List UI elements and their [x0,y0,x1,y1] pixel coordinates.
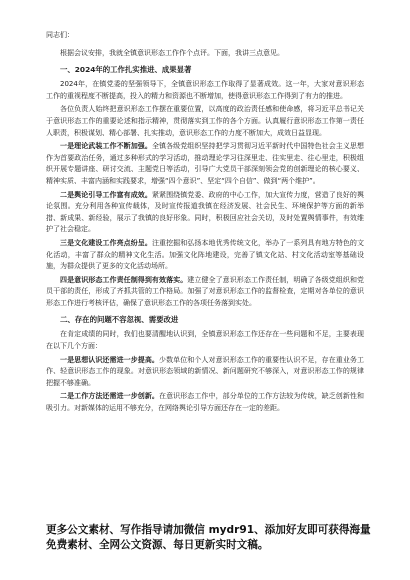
promo-footer: 更多公文素材、写作指导请加微信 mydr91、添加好友即可获得海量免费素材、全网公文资源、每日更新实时文稿。 [46,524,371,551]
section1-heading: 一、2024年的工作扎实推进、成果显著 [60,65,192,75]
section1-item-3 [46,238,364,273]
section2-heading: 二、存在的问题不容忽视、需要改进 [60,315,179,325]
section2-item-2-lead: 二是工作方法还需进一步创新。 [60,392,159,401]
section1-item-4-text: 建立健全了意识形态工作责任制，明确了各级党组织和党员干部的责任，形成了齐抓共管的工作格局。加强了对意识形态工作的监督检查，定期对各单位的意识形态工作进行考核评估，确保了意识形态工作的各项任务落到实处。 [46,275,365,307]
salutation: 同志们： [46,31,74,39]
section1-item-1-text: 全镇各级党组织坚持把学习贯彻习近平新时代中国特色社会主义思想作为首要政治任务，通过多种形式的学习活动，推动理论学习往深里走、往实里走、往心里走，积极组织开展专题讲座、研讨交流、主题党日等活动，引导广大党员干部深刻领会党的创新理论的核心要义、精神实质、丰富内涵和实践要求，增强“四个意识”、坚定“四个自信”、做到“两个维护”。 [46,142,365,185]
section1-item-1 [46,141,364,187]
section2-item-1 [46,355,364,390]
section1-item-4 [46,275,364,310]
section1-item-3-lead: 三是文化建设工作亮点纷呈。 [60,238,152,247]
section2-item-2-text: 在意识形态工作中，部分单位的工作方法较为传统，缺乏创新性和吸引力。对新媒体的运用不够充分，在网络舆论引导方面还存在一定的差距。 [46,392,364,413]
section2-item-2 [46,391,364,414]
section2-item-1-lead: 一是思想认识还需进一步提高。 [60,355,159,364]
section1-item-2-lead: 二是舆论引导工作富有成效。 [60,190,152,199]
section2-item-1-text: 少数单位和个人对意识形态工作的重要性认识不足，存在重业务工作、轻意识形态工作的现象。对意识形态领域的新情况、新问题研究不够深入，对意识形态工作的规律把握不够准确。 [46,355,364,387]
intro-paragraph: 根据会议安排，我就全镇意识形态工作作个点评。下面，我讲三点意见。 [60,48,284,57]
section1-item-2-text: 紧紧围绕镇党委、政府的中心工作，加大宣传力度，营造了良好的舆论氛围。充分利用各种宣传载体，及时宣传报道我镇在经济发展、社会民生、环境保护等方面的新举措、新成果、新经验，展示了我镇的良好形象。同时，积极回应社会关切，及时处置舆情事件，有效维护了社会稳定。 [46,190,365,234]
section1-item-1-lead: 一是理论武装工作不断加强。 [60,142,152,151]
section1-item-4-lead: 四是意识形态工作责任制得到有效落实。 [60,275,188,284]
section2-paragraph-1: 在肯定成绩的同时，我们也要清醒地认识到，全镇意识形态工作还存在一些问题和不足，主要表现在以下几个方面： [46,330,364,351]
section1-paragraph-2: 各位负责人始终把意识形态工作摆在重要位置，以高度的政治责任感和使命感，将习近平总书记关于意识形态工作的重要论述和指示精神，贯彻落实到工作的各个方面。认真履行意识形态工作第一责任人职责，积极谋划、精心部署、扎实推动，意识形态工作的力度不断加大，成效日益显现。 [46,105,364,137]
section1-item-2 [46,190,364,236]
section1-paragraph-1: 2024年，在镇党委的坚强领导下，全镇意识形态工作取得了显著成效。这一年，大家对意识形态工作的重视程度不断提高，投入的精力和资源也不断增加，使得意识形态工作得到了有力的推进。 [46,80,364,100]
section1-item-3-text: 注重挖掘和弘扬本地优秀传统文化，举办了一系列具有地方特色的文化活动，丰富了群众的精神文化生活。加强文化阵地建设，完善了镇文化站、村文化活动室等基础设施，为群众提供了更多的文化活动场所。 [46,238,365,271]
